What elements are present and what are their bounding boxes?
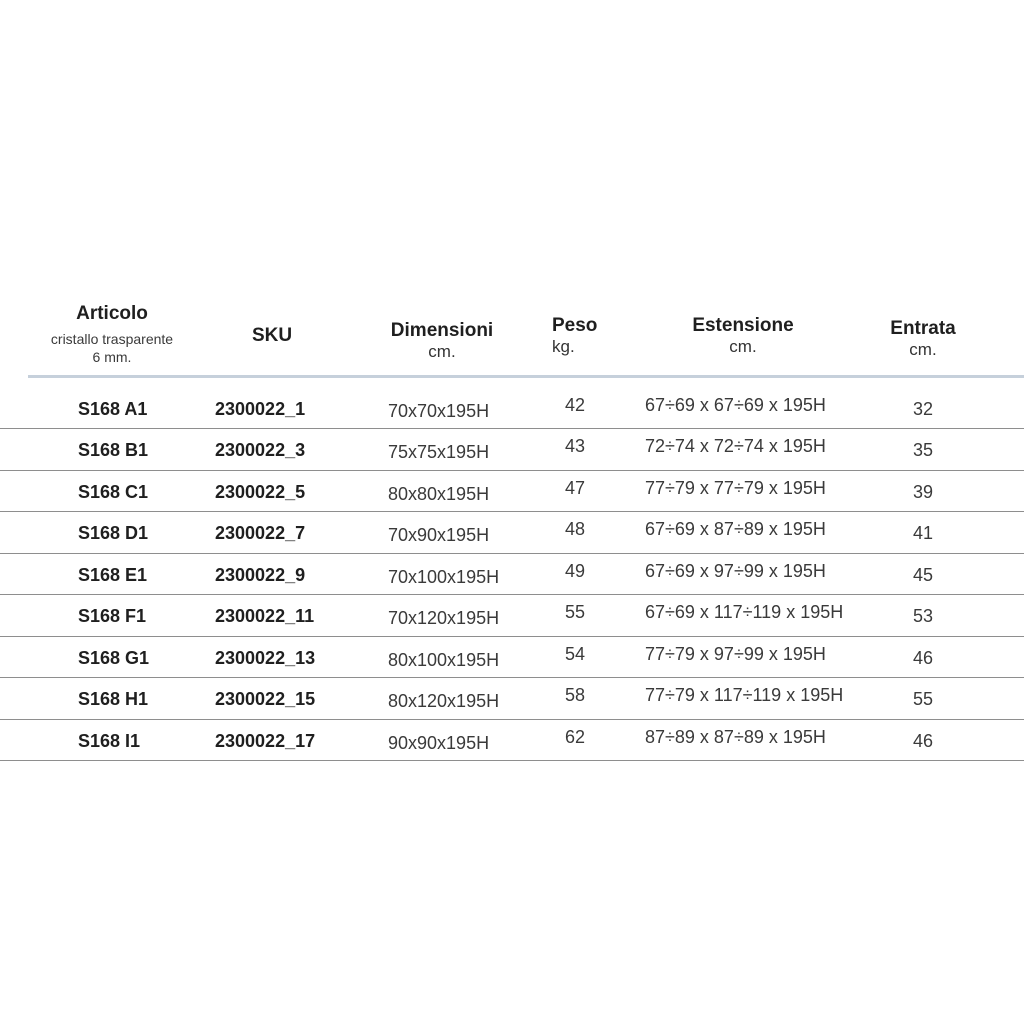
table-row xyxy=(0,637,1024,679)
cell-estensione: 77÷79 x 77÷79 x 195H xyxy=(645,477,826,498)
header-entrata xyxy=(878,318,968,360)
table-row xyxy=(0,554,1024,596)
header-estensione-label: Estensione xyxy=(692,315,794,336)
header-articolo-sub1: cristallo trasparente xyxy=(50,331,174,347)
cell-estensione: 77÷79 x 117÷119 x 195H xyxy=(645,685,844,705)
cell-articolo: S168 C1 xyxy=(78,481,149,502)
cell-articolo: S168 G1 xyxy=(78,647,150,668)
cell-estensione: 77÷79 x 97÷99 x 195H xyxy=(645,643,826,664)
table-row xyxy=(0,388,1024,429)
cell-estensione: 67÷69 x 97÷99 x 195H xyxy=(645,560,826,581)
cell-entrata: 32 xyxy=(912,399,934,419)
cell-sku: 2300022_5 xyxy=(215,481,306,502)
cell-sku: 2300022_1 xyxy=(215,399,306,419)
header-entrata-unit: cm. xyxy=(909,340,937,359)
table-row xyxy=(0,720,1024,762)
cell-peso: 42 xyxy=(564,395,586,415)
header-sku-label: SKU xyxy=(251,325,293,346)
table-row xyxy=(0,429,1024,471)
cell-estensione: 67÷69 x 117÷119 x 195H xyxy=(645,602,844,622)
cell-estensione: 72÷74 x 72÷74 x 195H xyxy=(645,436,826,456)
cell-estensione: 67÷69 x 87÷89 x 195H xyxy=(645,519,826,539)
cell-sku: 2300022_7 xyxy=(215,523,306,543)
cell-dimensioni: 80x80x195H xyxy=(388,483,490,504)
cell-sku: 2300022_13 xyxy=(215,647,316,668)
cell-estensione: 67÷69 x 67÷69 x 195H xyxy=(645,395,826,415)
cell-entrata: 35 xyxy=(912,440,934,460)
cell-dimensioni: 80x100x195H xyxy=(388,649,500,670)
cell-dimensioni: 70x100x195H xyxy=(388,566,500,587)
header-peso xyxy=(540,315,624,357)
cell-peso: 55 xyxy=(564,602,586,622)
cell-dimensioni: 70x90x195H xyxy=(388,525,490,545)
header-dimensioni-label: Dimensioni xyxy=(390,320,494,341)
header-estensione xyxy=(680,315,806,357)
cell-entrata: 55 xyxy=(912,689,934,709)
header-divider xyxy=(28,375,1024,378)
header-peso-label: Peso xyxy=(552,315,598,336)
cell-dimensioni: 75x75x195H xyxy=(388,442,490,462)
cell-entrata: 39 xyxy=(912,481,934,502)
header-sku xyxy=(222,325,322,347)
cell-sku: 2300022_3 xyxy=(215,440,306,460)
cell-dimensioni: 70x120x195H xyxy=(388,608,500,628)
header-articolo-sub2: 6 mm. xyxy=(92,349,132,365)
cell-peso: 54 xyxy=(564,643,586,664)
cell-entrata: 45 xyxy=(912,564,934,585)
header-articolo-label: Articolo xyxy=(76,303,148,324)
cell-sku: 2300022_17 xyxy=(215,730,316,751)
cell-peso: 49 xyxy=(564,560,586,581)
header-articolo xyxy=(30,303,194,366)
cell-peso: 43 xyxy=(564,436,586,456)
cell-entrata: 53 xyxy=(912,606,934,626)
cell-entrata: 46 xyxy=(912,730,934,751)
table-row xyxy=(0,678,1024,720)
cell-articolo: S168 D1 xyxy=(78,523,149,543)
cell-articolo: S168 F1 xyxy=(78,606,147,626)
cell-peso: 47 xyxy=(564,477,586,498)
cell-entrata: 41 xyxy=(912,523,934,543)
cell-sku: 2300022_11 xyxy=(215,606,315,626)
table-row xyxy=(0,512,1024,554)
cell-articolo: S168 B1 xyxy=(78,440,149,460)
header-estensione-unit: cm. xyxy=(729,337,757,356)
table-row xyxy=(0,471,1024,513)
header-dimensioni-unit: cm. xyxy=(428,342,456,361)
header-entrata-label: Entrata xyxy=(890,318,956,339)
cell-articolo: S168 H1 xyxy=(78,689,149,709)
cell-articolo: S168 E1 xyxy=(78,564,148,585)
cell-dimensioni: 80x120x195H xyxy=(388,691,500,711)
header-dimensioni xyxy=(380,320,504,362)
cell-peso: 58 xyxy=(564,685,586,705)
table-header xyxy=(0,300,1024,376)
cell-sku: 2300022_9 xyxy=(215,564,306,585)
table-body xyxy=(0,388,1024,761)
cell-sku: 2300022_15 xyxy=(215,689,316,709)
header-peso-unit: kg. xyxy=(552,337,575,356)
cell-estensione: 87÷89 x 87÷89 x 195H xyxy=(645,726,826,747)
cell-dimensioni: 90x90x195H xyxy=(388,732,490,753)
cell-dimensioni: 70x70x195H xyxy=(388,401,490,421)
cell-peso: 62 xyxy=(564,726,586,747)
cell-peso: 48 xyxy=(564,519,586,539)
cell-articolo: S168 A1 xyxy=(78,399,148,419)
cell-articolo: S168 I1 xyxy=(78,730,141,751)
table-row xyxy=(0,595,1024,637)
cell-entrata: 46 xyxy=(912,647,934,668)
